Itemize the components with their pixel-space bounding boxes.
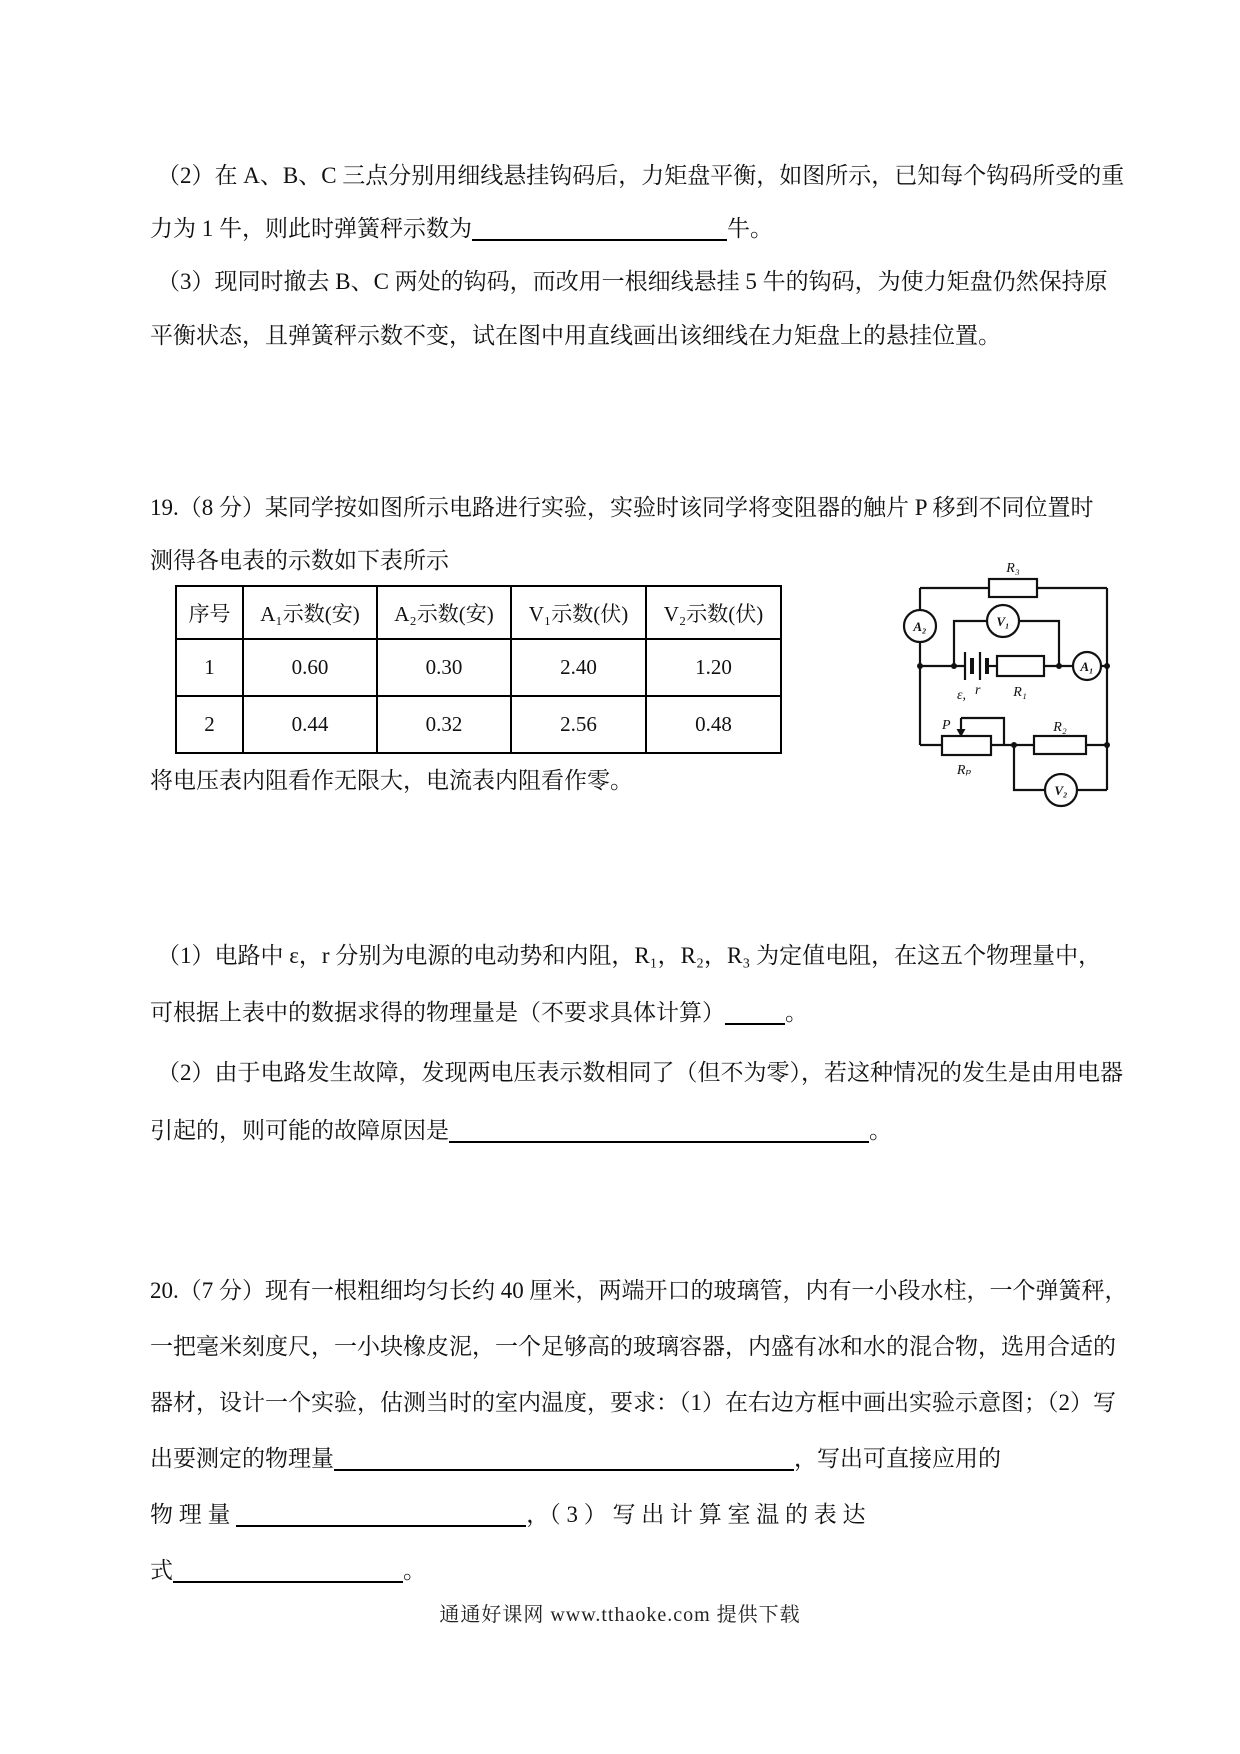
answer-blank [472,216,727,241]
q18-part2-line2-post: 牛。 [727,216,773,241]
resistor-r3-label: R₃ [1006,561,1020,576]
page-footer: 通通好课网 www.tthaoke.com 提供下载 [439,1604,801,1626]
q18-part2-line2-pre: 力为 1 牛，则此时弹簧秤示数为 [150,216,472,241]
junction-dot [1011,742,1017,748]
q19-sub2-line2 [150,1116,892,1146]
table-cell: 0.32 [377,696,511,753]
resistor-r2-label: R₂ [1053,720,1067,735]
answer-blank [173,1558,403,1583]
q19-sub2-line1: （2）由于电路发生故障，发现两电压表示数相同了（但不为零），若这种情况的发生是由用电器 [157,1060,1123,1085]
slider-p-label: P [942,718,951,733]
table-cell: 0.44 [243,696,377,753]
table-cell: 1.20 [646,639,781,696]
table-cell: 0.48 [646,696,781,753]
q20-line4-pre: 出要测定的物理量 [150,1446,334,1471]
table-header-row [176,586,781,639]
q20-line4 [150,1444,1001,1474]
q18-part3-line2: 平衡状态，且弹簧秤示数不变，试在图中用直线画出该细线在力矩盘上的悬挂位置。 [150,323,1001,348]
q19-sub1-line1: （1）电路中 ε，r 分别为电源的电动势和内阻，R₁，R₂，R₃ 为定值电阻，在这五个物理量中， [157,943,1102,968]
table-cell: 0.60 [243,639,377,696]
table-header-a2: A₂示数(安) [377,586,511,639]
table-header-a1: A₁示数(安) [243,586,377,639]
q20-line5-pre: 物 理 量 [150,1502,237,1527]
voltmeter-v2-label: V₂ [1054,783,1068,798]
resistor-r3 [989,579,1037,597]
table-cell: 2 [176,696,243,753]
resistor-r2 [1034,736,1086,754]
table-row [176,696,781,753]
rheostat-rp-label: Rₚ [956,763,972,778]
resistor-r1 [997,656,1044,676]
q19-sub2-line2-pre: 引起的，则可能的故障原因是 [150,1118,449,1143]
q19-note: 将电压表内阻看作无限大，电流表内阻看作零。 [150,768,633,793]
q20-line1: 20.（7 分）现有一根粗细均匀长约 40 厘米，两端开口的玻璃管，内有一小段水柱，一个弹簧秤， [150,1278,1128,1303]
q19-intro-line1: 19.（8 分）某同学按如图所示电路进行实验，实验时该同学将变阻器的触片 P 移到不同位置时 [150,495,1094,520]
q18-part2-line2 [150,214,773,244]
battery-r-label: r [975,683,981,698]
junction-dot [1056,663,1062,669]
table-cell: 2.40 [511,639,646,696]
q19-sub1-line2 [150,998,808,1028]
table-header-index: 序号 [176,586,243,639]
rheostat-rp [942,736,991,755]
answer-blank [236,1502,526,1527]
q20-line6 [150,1556,426,1586]
q20-line6-pre: 式 [150,1558,173,1583]
junction-dot [1104,663,1110,669]
q18-part3-line1: （3）现同时撤去 B、C 两处的钩码，而改用一根细线悬挂 5 牛的钩码，为使力矩盘仍然保持原 [157,269,1108,294]
table-cell: 1 [176,639,243,696]
resistor-r1-label: R₁ [1013,685,1027,700]
junction-dot [951,663,957,669]
table-row [176,639,781,696]
q20-line4-post: ，写出可直接应用的 [794,1446,1001,1471]
q20-line2: 一把毫米刻度尺，一小块橡皮泥，一个足够高的玻璃容器，内盛有冰和水的混合物，选用合适的 [150,1334,1116,1359]
voltmeter-v1-label: V₁ [996,614,1010,629]
ammeter-a2-label: A₂ [913,619,927,634]
q18-part2-line1: （2）在 A、B、C 三点分别用细线悬挂钩码后，力矩盘平衡，如图所示，已知每个钩码所受的重 [157,163,1125,188]
table-cell: 0.30 [377,639,511,696]
q20-line3: 器材，设计一个实验，估测当时的室内温度，要求：（1）在右边方框中画出实验示意图；（2）写 [150,1390,1116,1415]
junction-dot [1104,742,1110,748]
battery-emf-label: ε, [957,688,967,703]
junction-dot [917,663,923,669]
q20-line5-post: ，（ 3 ） 写 出 计 算 室 温 的 表 达 [526,1502,866,1527]
ammeter-a1-label: A₁ [1080,659,1094,674]
q19-intro-line2: 测得各电表的示数如下表所示 [150,548,449,573]
table-cell: 2.56 [511,696,646,753]
q20-line6-post: 。 [403,1558,426,1583]
table-header-v1: V₁示数(伏) [511,586,646,639]
table-header-v2: V₂示数(伏) [646,586,781,639]
answer-blank [725,1000,785,1025]
q19-sub1-line2-post: 。 [785,1000,808,1025]
answer-blank [449,1118,869,1143]
meter-readings-table [175,585,782,754]
q19-sub2-line2-post: 。 [869,1118,892,1143]
q20-line5 [150,1500,866,1530]
circuit-diagram [897,548,1122,818]
q19-sub1-line2-pre: 可根据上表中的数据求得的物理量是（不要求具体计算） [150,1000,725,1025]
answer-blank [334,1446,794,1471]
